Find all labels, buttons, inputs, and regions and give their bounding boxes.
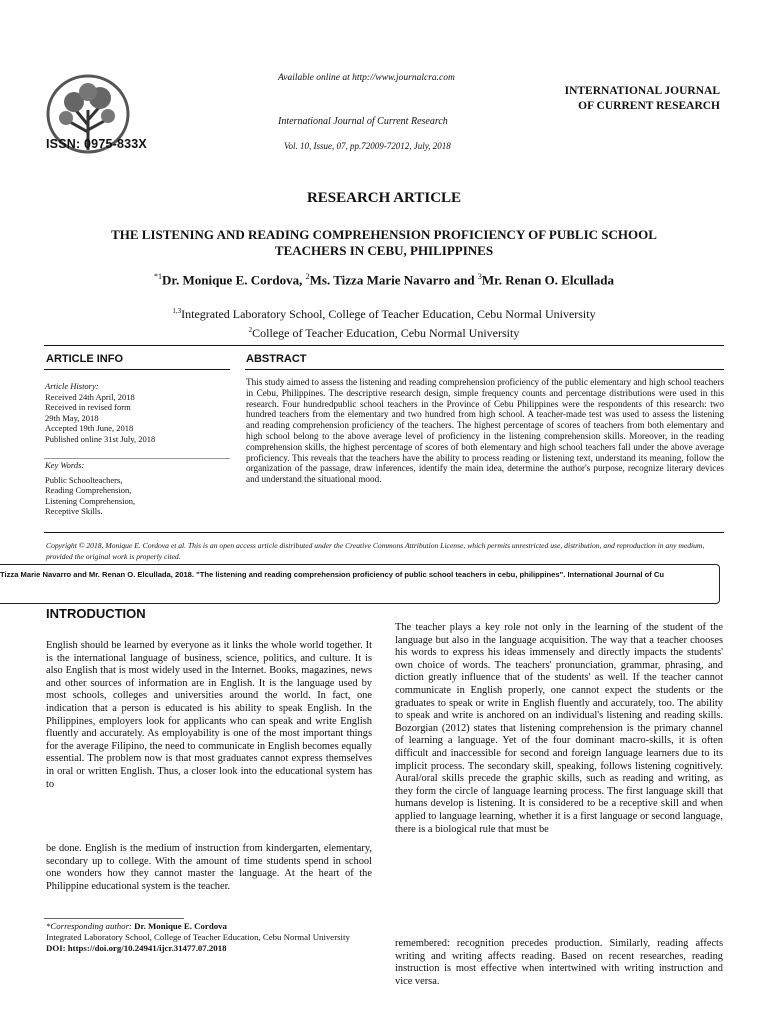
history-label: Article History: xyxy=(45,381,99,391)
revised-date: 29th May, 2018 xyxy=(45,412,99,423)
intro-paragraph-left-1: English should be learned by everyone as it links the whole world together. It is the international language of business, science, politics, and culture. It is also English that is most widely used in the Internet. Books, magazines, news and other sources of information are in English. It is the language used by most schools, colleges and universities around the world. In fact, one indication that a person is educated is his ability to speak English. In the Philippines, employers look for applicants who can speak and write English fluently and accurately. As employability is one of the most important things for the average Filipino, the need to communicate in English becomes equally essential. The problem now is that most graduates cannot express themselves in oral or written English. Thus, a closer look into the educational system has to xyxy=(46,640,372,790)
abstract-text: This study aimed to assess the listening and reading comprehension proficiency of the public elementary and high school teachers in Cebu, Philippines. The descriptive research design, simple frequency counts and percentage distributions were used in this research. Four hundredpublic school teachers in the Province of Cebu Philippines were the respondents of this research: two hundred teachers from the elementary and two hundred from high school. A teacher-made test was used to assess the listening and reading comprehension proficiency of the teachers. The highest percentage of scores of teachers from both elementary and high school belong to the above average level of proficiency in the listening comprehension skills. Moreover, in the reading comprehension skills, the highest percentage of scores of both elementary and high school teachers fall under the above average proficiency. This reveals that the teachers have the ability to process reading or listening text, understand its meaning, follow the organization of the passage, draw inferences, identify the main idea, determine the author's purpose, recognize literary devices and understand the situational mood. xyxy=(246,377,724,485)
corresponding-address: Integrated Laboratory School, College of Teacher Education, Cebu Normal University xyxy=(46,932,350,942)
author-name: Dr. Monique E. Cordova, xyxy=(162,272,306,288)
journal-title-block xyxy=(540,84,720,114)
affil-sup: 1,3 xyxy=(172,307,182,315)
intro-paragraph-right-2: remembered: recognition precedes production. Similarly, reading affects writing and writing affects reading. Based on recent researches, reading instruction is most effective when intertwined with writing instruction and vice versa. xyxy=(395,938,723,987)
divider xyxy=(245,369,724,370)
affil-sup: 2 xyxy=(248,326,253,334)
article-info xyxy=(45,381,230,517)
introduction-heading: INTRODUCTION xyxy=(46,606,146,621)
authors xyxy=(0,272,768,288)
title-line2: TEACHERS IN CEBU, PHILIPPINES xyxy=(274,243,494,258)
abstract-heading: ABSTRACT xyxy=(246,353,307,365)
issn: ISSN: 0975-833X xyxy=(46,137,147,151)
published-date: Published online 31st July, 2018 xyxy=(45,433,156,444)
footnote-divider xyxy=(44,918,184,919)
received-revised: Received in revised form xyxy=(45,402,131,412)
journal-name: International Journal of Current Research xyxy=(278,116,448,127)
keyword: Listening Comprehension, xyxy=(45,495,136,506)
keywords-label: Key Words: xyxy=(45,460,85,470)
keyword: Receptive Skills. xyxy=(45,506,103,516)
affiliation-1 xyxy=(0,303,768,322)
keyword: Reading Comprehension, xyxy=(45,485,132,495)
author-sup: *1 xyxy=(154,272,163,281)
corresponding-author xyxy=(46,921,372,954)
received-date: Received 24th April, 2018 xyxy=(45,391,135,402)
corresponding-name: Dr. Monique E. Cordova xyxy=(134,921,227,931)
affiliation-2 xyxy=(0,322,768,341)
journal-title-line2: OF CURRENT RESEARCH xyxy=(578,100,720,112)
divider xyxy=(44,345,724,346)
author-sup: 2 xyxy=(305,272,310,281)
accepted-date: Accepted 19th June, 2018 xyxy=(45,423,134,433)
keyword: Public Schoolteachers, xyxy=(45,474,123,485)
journal-title-line1: INTERNATIONAL JOURNAL xyxy=(564,85,720,97)
author-sup: 3 xyxy=(477,272,482,281)
article-title xyxy=(60,227,708,259)
available-online: Available online at http://www.journalcra.com xyxy=(278,73,455,83)
affil-text: College of Teacher Education, Cebu Normal University xyxy=(252,326,520,340)
affil-text: Integrated Laboratory School, College of Teacher Education, Cebu Normal University xyxy=(181,307,596,321)
article-type: RESEARCH ARTICLE xyxy=(306,190,462,206)
divider xyxy=(44,369,230,370)
doi-link[interactable]: DOI: https://doi.org/10.24941/ijcr.31477.07.2018 xyxy=(46,943,227,953)
divider xyxy=(44,532,724,533)
title-line1: THE LISTENING AND READING COMPREHENSION PROFICIENCY OF PUBLIC SCHOOL xyxy=(111,227,657,242)
affiliations xyxy=(0,303,768,341)
author-name: Ms. Tizza Marie Navarro and xyxy=(309,272,478,288)
author-name: Mr. Renan O. Elcullada xyxy=(481,272,614,288)
citation-text: Tizza Marie Navarro and Mr. Renan O. Elcullada, 2018. "The listening and reading comprehension proficiency of public school teachers in cebu, philippines". International Journal of Cu xyxy=(0,570,665,579)
volume-info: Vol. 10, Issue, 07, pp.72009-72012, July, 2018 xyxy=(284,141,451,151)
article-info-heading: ARTICLE INFO xyxy=(46,353,123,365)
intro-paragraph-right-1: The teacher plays a key role not only in the learning of the student of the language but also in the language acquisition. The way that a teacher chooses his words to express his ideas immensely and directly impacts the students' own choice of words. The teachers' pronunciation, grammar, phrasing, and diction greatly influence that of the students' as well. If the teacher cannot communicate in English properly, one cannot expect the students or the graduates to speak or write in English fluently and accurately, too. The ability to speak and write is anchored on an individual's listening and reading skills. Bozorgian (2012) states that listening comprehension is the primary channel of learning a language. Yet of the four dominant macro-skills, it is often difficult and inaccessible for second and foreign language learners due to its implicit process. The secondary skill, speaking, follows listening cognitively. Aural/oral skills precede the graphic skills, such as reading and writing, as they form the circle of language learning process. The first language skill that humans develop is listening. It is considered to be a receptive skill and when applied to language learning, whether it is a first language or second language, there is a biological rule that must be xyxy=(395,622,723,835)
copyright-notice: Copyright © 2018, Monique E. Cordova et al. This is an open access article distributed under the Creative Commons Attribution License, which permits unrestricted use, distribution, and reproduction in any medium, provided the original work is properly cited. xyxy=(46,541,705,561)
corresponding-label: *Corresponding author: xyxy=(46,921,135,931)
intro-paragraph-left-2: be done. English is the medium of instruction from kindergarten, elementary, secondary up to college. With the amount of time students spend in school one wonders how they cannot master the language. At the heart of the Philippine educational system is the teacher. xyxy=(46,843,372,892)
